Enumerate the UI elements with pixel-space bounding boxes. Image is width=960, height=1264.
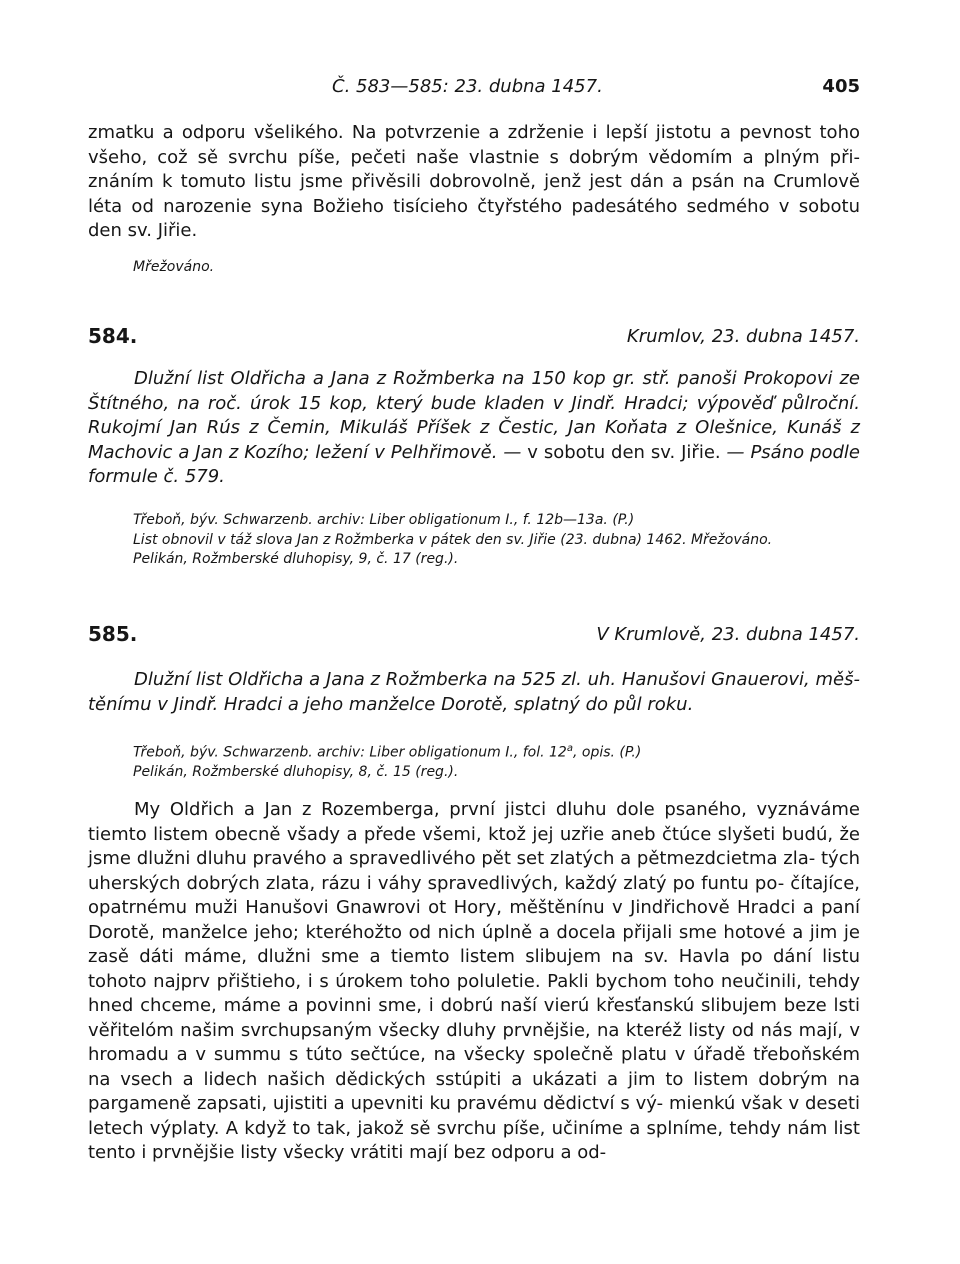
- doc585-date: V Krumlově, 23. dubna 1457.: [596, 624, 860, 645]
- doc584-regest-tail: — Psáno podle formule č. 579.: [88, 441, 860, 487]
- doc584-date: Krumlov, 23. dubna 1457.: [626, 326, 860, 347]
- doc584-number: 584.: [88, 324, 138, 348]
- doc584-regest-main: Dlužní list Oldřicha a Jana z Rožmberka na 150 kop gr. stř. panoši Prokopovi ze Štítného, na roč. úrok 15 kop, který bude kladen v Jindř. Hradci; výpověď půlroční. Rukojmí Jan Rús z Čemin, Mikuláš Příšek z Čestic, Jan Koňata z Olešnice, Kunáš z Machovic a Jan z Kozího; ležení v Pelhřimově. —: [88, 368, 860, 463]
- doc585-main-text: [88, 798, 860, 1166]
- doc584-regest-date: v sobotu den sv. Jiřie.: [527, 441, 721, 463]
- doc583-paragraph: zmatku a odporu všelikého. Na potvrzenie a zdrženie i lepší jistotu a pevnost toho všeho, což sě svrchu píše, pečeti naše vlastnie s dobrým vědomím a plným při- znáním k tomuto listu jsme přivěsili dobrovolně, jenž jest dán a psán na Crumlově léta od narozenie syna Božieho tisícieho čtyřstého padesátého sedmého v sobotu den sv. Jiřie.: [88, 122, 860, 241]
- doc585-source-superscript: a: [566, 743, 573, 754]
- doc585-source-line: [133, 739, 860, 763]
- doc584-heading: [88, 324, 860, 354]
- doc584-sources: [133, 511, 860, 570]
- doc583-closing-text: [88, 121, 860, 244]
- doc585-source-line1-text: Třeboň, býv. Schwarzenb. archiv: Liber obligationum I., fol. 12: [133, 744, 567, 761]
- doc585-sources: [133, 739, 860, 783]
- doc585-number: 585.: [88, 622, 138, 646]
- doc585-source-line1-end: , opis. (P.): [572, 744, 642, 761]
- doc585-regest: [88, 668, 860, 717]
- doc585-paragraph: My Oldřich a Jan z Rozemberga, první jistci dluhu dole psaného, vyznáváme tiemto listem obecně všady a přede všemi, ktož jej uzřie aneb čtúce slyšeti budú, že jsme dlužni dluhu pravého a spravedlivého pět set zlatých a pětmezdcietma zla- tých uherských dobrých zlata, rázu i váhy spravedlivých, každý zlatý po funtu po- čítajíce, opatrnému muži Hanušovi Gnawrovi ot Hory, měštěnínu v Jindřichově Hradci a paní Dorotě, manželce jeho; kteréhožto od nich úplně a docela přijali sme hotové a jim je zasě dáti máme, dlužni sme a tiemto listem slibujem na sv. Havla po dání listu tohoto najprv přištieho, i s úrokem toho poluletie. Pakli bychom toho neučinili, tehdy hned chceme, máme a povinni sme, i dobrú naší vierú křesťanskú slibujem beze lsti věřitelóm našim svrchupsaným všecky dluhy prvnějšie, na kteréž listy od nás mají, v hromadu a v summu s túto sečtúce, na všecky společně platu v úřadě třeboňském na vsech a lidech našich dědických sstúpiti a ukázati a jim to listem dobrým na pargameně zapsati, ujistiti a upevniti ku pravému dědictví s vý- mienkú však v deseti letech výplaty. A když to tak, jakož sě svrchu píše, učiníme a splníme, tehdy nám list tento i prvnějšie listy všecky vrátiti mají bez odporu a od-: [88, 799, 860, 1163]
- doc585-regest-text: Dlužní list Oldřicha a Jana z Rožmberka na 525 zl. uh. Hanušovi Gnauerovi, měš- těnímu v Jindř. Hradci a jeho manželce Dorotě, splatný do půl roku.: [88, 669, 860, 715]
- doc584-regest-text: [88, 367, 860, 490]
- doc583-seal-note: Mřežováno.: [133, 259, 215, 275]
- doc585-source-line: Pelikán, Rožmberské dluhopisy, 8, č. 15 (reg.).: [133, 764, 459, 781]
- doc584-source-line: Třeboň, býv. Schwarzenb. archiv: Liber obligationum I., f. 12b—13a. (P.): [133, 512, 635, 528]
- running-title: Č. 583—585: 23. dubna 1457.: [332, 76, 603, 97]
- doc585-heading: [88, 622, 860, 652]
- page-number: 405: [822, 76, 860, 97]
- doc584-source-line: Pelikán, Rožmberské dluhopisy, 9, č. 17 (reg.).: [133, 551, 459, 567]
- doc584-source-line: List obnovil v táž slova Jan z Rožmberka v pátek den sv. Jiřie (23. dubna) 1462. Mřežováno.: [133, 531, 773, 548]
- doc584-regest: [88, 367, 860, 490]
- page-header: [88, 76, 860, 102]
